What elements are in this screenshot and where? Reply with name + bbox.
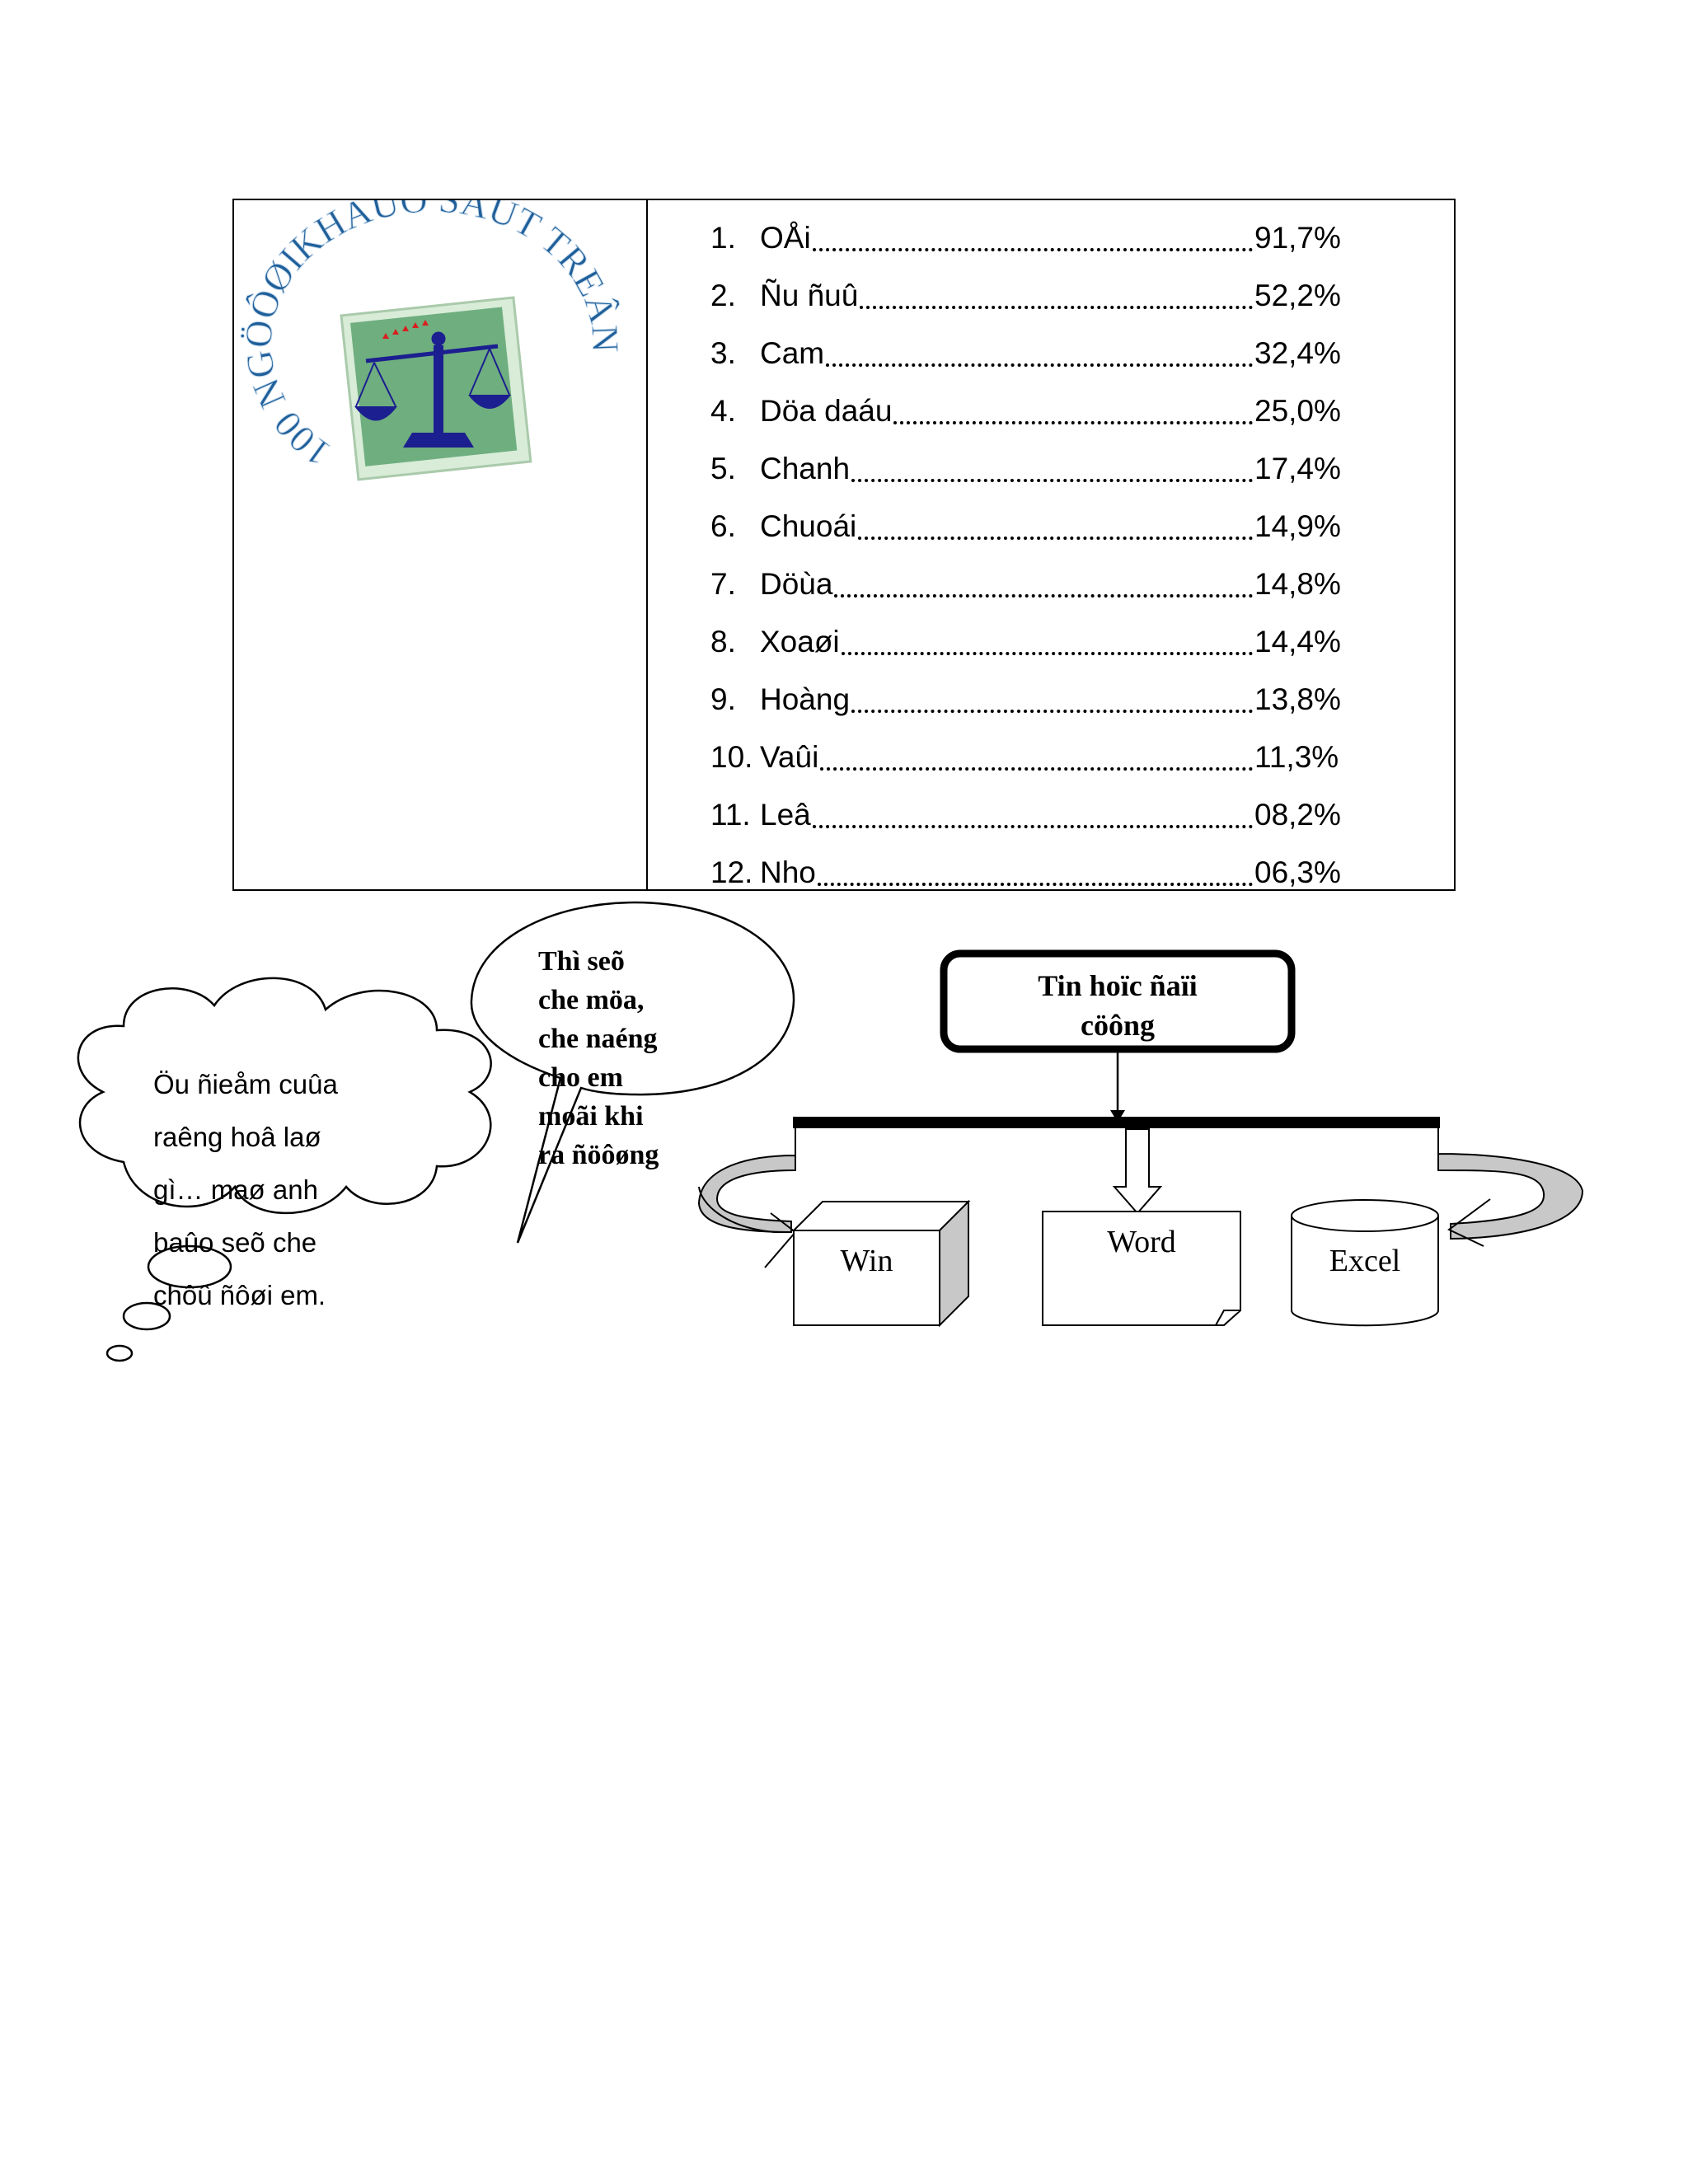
fruit-name: Ñu ñuû xyxy=(760,279,859,312)
speech-line: cho em xyxy=(538,1062,623,1093)
rank-number: 6. xyxy=(710,509,736,543)
word-label: Word xyxy=(1107,1225,1176,1259)
fruit-name: Xoaøi xyxy=(760,625,840,658)
thought-line: baûo seõ che xyxy=(153,1227,317,1258)
thought-bubble-text xyxy=(153,1058,338,1322)
rank-number: 11. xyxy=(710,798,751,832)
thought-line: gì… maø anh xyxy=(153,1174,318,1205)
rank-number: 9. xyxy=(710,682,736,716)
root-label-line1: Tin hoïc ñaïi xyxy=(1038,969,1198,1002)
rank-number: 5. xyxy=(710,452,736,485)
percentage-value: 14,4% xyxy=(1254,625,1341,658)
speech-line: ra ñöôøng xyxy=(538,1140,659,1170)
hierarchy-bar xyxy=(793,1117,1440,1128)
rank-number: 4. xyxy=(710,394,736,428)
word-down-arrow xyxy=(1114,1129,1160,1213)
root-node-label xyxy=(948,966,1287,1045)
fruit-name: Leâ xyxy=(760,798,811,832)
fruit-name: Nho xyxy=(760,855,816,889)
percentage-value: 25,0% xyxy=(1254,394,1341,428)
rank-number: 2. xyxy=(710,279,736,312)
rank-number: 12. xyxy=(710,855,753,889)
speech-line: moãi khi xyxy=(538,1101,644,1132)
percentage-value: 91,7% xyxy=(1254,221,1341,255)
percentage-value: 06,3% xyxy=(1254,855,1341,889)
percentage-value: 13,8% xyxy=(1254,682,1341,716)
fruit-name: Chanh xyxy=(760,452,851,485)
percentage-value: 32,4% xyxy=(1254,336,1341,370)
fruit-name: Cam xyxy=(760,336,825,370)
left-curved-band xyxy=(699,1122,795,1232)
fruit-name: OÅi xyxy=(760,221,811,255)
speech-bubble-text xyxy=(538,942,659,1174)
percentage-value: 14,8% xyxy=(1254,567,1341,601)
rank-number: 8. xyxy=(710,625,736,658)
thought-line: raêng hoâ laø xyxy=(153,1122,321,1152)
rank-number: 7. xyxy=(710,567,736,601)
percentage-value: 17,4% xyxy=(1254,452,1341,485)
rank-number: 10. xyxy=(710,740,753,774)
logo-arc-text: 100 NGÖÔØIKHAÛ AÙT TREÂN xyxy=(237,200,627,476)
rank-number: 3. xyxy=(710,336,736,370)
win-label: Win xyxy=(840,1244,893,1278)
rank-number: 1. xyxy=(710,221,736,255)
percentage-value: 52,2% xyxy=(1254,279,1341,312)
thought-line: Öu ñieåm cuûa xyxy=(153,1069,338,1099)
excel-label: Excel xyxy=(1329,1244,1401,1278)
percentage-value: 11,3% xyxy=(1254,740,1339,774)
root-label-line2: cöông xyxy=(1081,1009,1155,1042)
percentage-value: 14,9% xyxy=(1254,509,1341,543)
thought-line: chôû ñôøi em. xyxy=(153,1280,326,1310)
speech-line: Thì seõ xyxy=(538,946,625,977)
percentage-value: 08,2% xyxy=(1254,798,1341,832)
fruit-name: Döùa xyxy=(760,567,833,601)
fruit-name: Vaûi xyxy=(760,740,819,774)
fruit-name: Döa daáu xyxy=(760,394,893,428)
fruit-name: Hoàng xyxy=(760,682,851,716)
speech-line: che naéng xyxy=(538,1024,658,1054)
speech-line: che möa, xyxy=(538,985,645,1015)
fruit-name: Chuoái xyxy=(760,509,857,543)
